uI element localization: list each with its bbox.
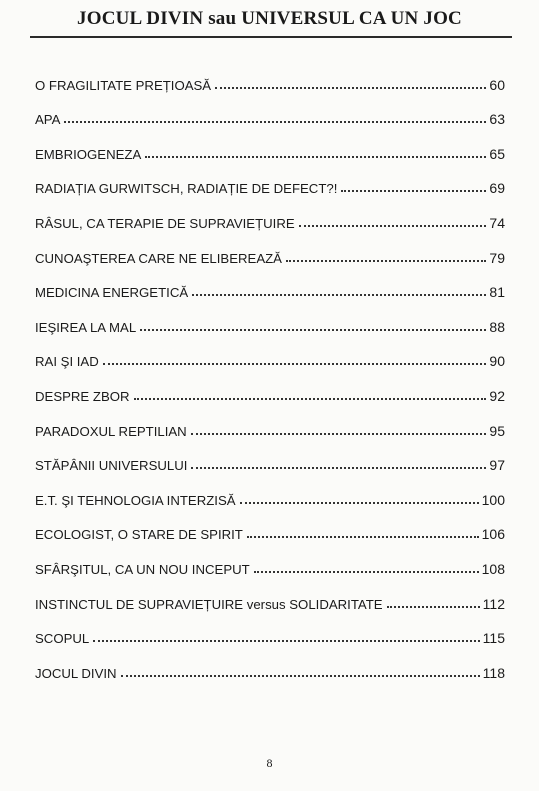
- dot-leader: [299, 224, 487, 227]
- toc-entry-page: 88: [489, 318, 505, 335]
- dot-leader: [140, 328, 486, 331]
- toc-entry-title: SFÂRŞITUL, CA UN NOU INCEPUT: [35, 561, 250, 577]
- toc-entry-title: PARADOXUL REPTILIAN: [35, 423, 187, 439]
- running-header: JOCUL DIVIN sau UNIVERSUL CA UN JOC: [77, 8, 462, 29]
- toc-entry-page: 69: [489, 180, 505, 197]
- toc-entry-page: 65: [489, 145, 505, 162]
- toc-entry: [35, 473, 505, 508]
- toc-entry-title: IEŞIREA LA MAL: [35, 319, 137, 335]
- dot-leader: [145, 155, 486, 158]
- toc-entry: [35, 646, 505, 681]
- toc-entry: [35, 127, 505, 162]
- dot-leader: [240, 501, 479, 504]
- toc-entry-title: E.T. ŞI TEHNOLOGIA INTERZISĂ: [35, 492, 236, 508]
- toc-entry-title: O FRAGILITATE PREȚIOASĂ: [35, 77, 212, 93]
- toc-entry: [35, 577, 505, 612]
- toc-entry: [35, 93, 505, 128]
- toc-entry-title: RADIAȚIA GURWITSCH, RADIAȚIE DE DEFECT?!: [35, 181, 338, 197]
- toc-entry-title: RÂSUL, CA TERAPIE DE SUPRAVIEȚUIRE: [35, 215, 295, 231]
- dot-leader: [191, 466, 486, 469]
- toc-entry-page: 63: [489, 111, 505, 128]
- toc-entry: [35, 369, 505, 404]
- dot-leader: [191, 432, 487, 435]
- toc-entry-title: DESPRE ZBOR: [35, 388, 130, 404]
- dot-leader: [215, 86, 486, 89]
- toc-entry-page: 112: [482, 595, 505, 612]
- toc-entry-page: 100: [481, 491, 505, 508]
- dot-leader: [64, 120, 486, 123]
- toc-entry-page: 97: [489, 457, 505, 474]
- toc-entry-title: ECOLOGIST, O STARE DE SPIRIT: [35, 527, 243, 543]
- toc-entry: [35, 196, 505, 231]
- toc-entry-page: 60: [489, 76, 505, 93]
- dot-leader: [247, 535, 479, 538]
- toc-entry: [35, 162, 505, 197]
- toc-entry-page: 108: [481, 560, 505, 577]
- toc-entry: [35, 266, 505, 301]
- dot-leader: [103, 362, 487, 365]
- toc-entry-page: 90: [489, 353, 505, 370]
- dot-leader: [134, 397, 487, 400]
- toc-entry-page: 95: [489, 422, 505, 439]
- toc-entry-title: CUNOAŞTEREA CARE NE ELIBEREAZĂ: [35, 250, 282, 266]
- toc-entry-title: STĂPÂNII UNIVERSULUI: [35, 458, 188, 474]
- table-of-contents: [35, 58, 505, 681]
- toc-entry-title: JOCUL DIVIN: [35, 665, 117, 681]
- toc-entry-page: 115: [482, 630, 505, 647]
- dot-leader: [387, 605, 480, 608]
- dot-leader: [286, 259, 486, 262]
- toc-entry: [35, 335, 505, 370]
- toc-entry-page: 106: [481, 526, 505, 543]
- toc-entry-page: 79: [489, 249, 505, 266]
- dot-leader: [341, 189, 486, 192]
- toc-entry-title: APA: [35, 112, 61, 128]
- header-rule: [30, 36, 512, 38]
- toc-entry: [35, 58, 505, 93]
- toc-entry-page: 118: [482, 664, 505, 681]
- toc-entry-page: 74: [489, 214, 505, 231]
- toc-entry: [35, 231, 505, 266]
- toc-entry: [35, 542, 505, 577]
- toc-entry: [35, 508, 505, 543]
- toc-entry-title: MEDICINA ENERGETICĂ: [35, 285, 189, 301]
- toc-entry: [35, 612, 505, 647]
- toc-entry-page: 92: [489, 387, 505, 404]
- dot-leader: [121, 674, 480, 677]
- page-number: 8: [266, 756, 273, 770]
- dot-leader: [93, 639, 479, 642]
- toc-entry-title: RAI ŞI IAD: [35, 354, 99, 370]
- dot-leader: [192, 293, 486, 296]
- toc-entry-title: INSTINCTUL DE SUPRAVIEȚUIRE versus SOLIDARITATE: [35, 596, 383, 612]
- toc-entry-title: SCOPUL: [35, 631, 90, 647]
- toc-entry: [35, 300, 505, 335]
- toc-entry: [35, 404, 505, 439]
- dot-leader: [254, 570, 479, 573]
- toc-entry-title: EMBRIOGENEZA: [35, 146, 142, 162]
- toc-entry-page: 81: [489, 284, 505, 301]
- toc-entry: [35, 439, 505, 474]
